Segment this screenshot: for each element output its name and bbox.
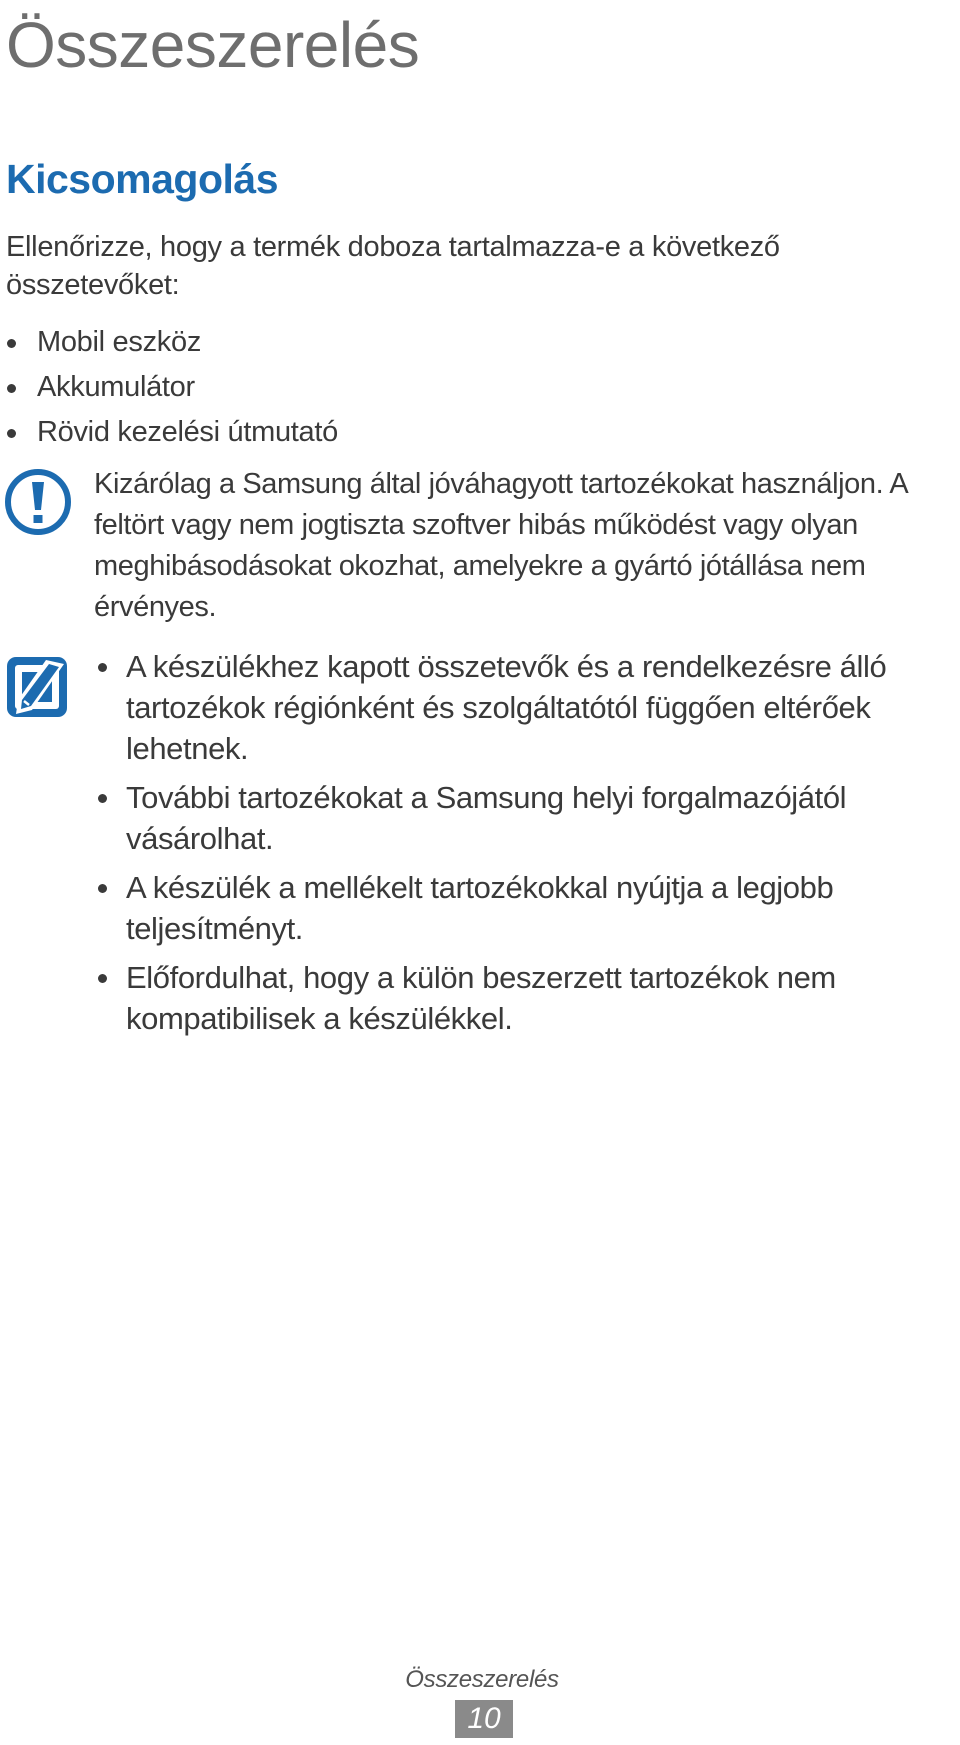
list-item: A készülék a mellékelt tartozékokkal nyújtja a legjobb teljesítményt.: [94, 867, 954, 949]
list-item: Előfordulhat, hogy a külön beszerzett tartozékok nem kompatibilisek a készülékkel.: [94, 957, 954, 1039]
list-item: További tartozékokat a Samsung helyi forgalmazójától vásárolhat.: [94, 777, 954, 859]
warning-text: Kizárólag a Samsung által jóváhagyott tartozékokat használjon. A feltört vagy nem jogtiszta szoftver hibás működést vagy olyan meghibásodásokat okozhat, amelyekre a gyártó jótállása nem érvényes.: [94, 468, 907, 623]
intro-paragraph: Ellenőrizze, hogy a termék doboza tartalmazza-e a következő összetevőket:: [6, 231, 780, 301]
note-list: [94, 646, 954, 1047]
package-contents-list: [6, 320, 338, 455]
page-number: 10: [455, 1700, 513, 1738]
note-icon: [4, 654, 70, 720]
footer-section-title: Összeszerelés: [405, 1666, 559, 1693]
section-heading: Kicsomagolás: [6, 156, 278, 202]
list-item: A készülékhez kapott összetevők és a rendelkezésre álló tartozékok régiónként és szolgáltatótól függően eltérőek lehetnek.: [94, 646, 954, 769]
warning-icon: [4, 468, 72, 536]
list-item: Mobil eszköz: [6, 320, 338, 365]
list-item: Akkumulátor: [6, 365, 338, 410]
page-title: Összeszerelés: [6, 9, 420, 81]
list-item: Rövid kezelési útmutató: [6, 410, 338, 455]
